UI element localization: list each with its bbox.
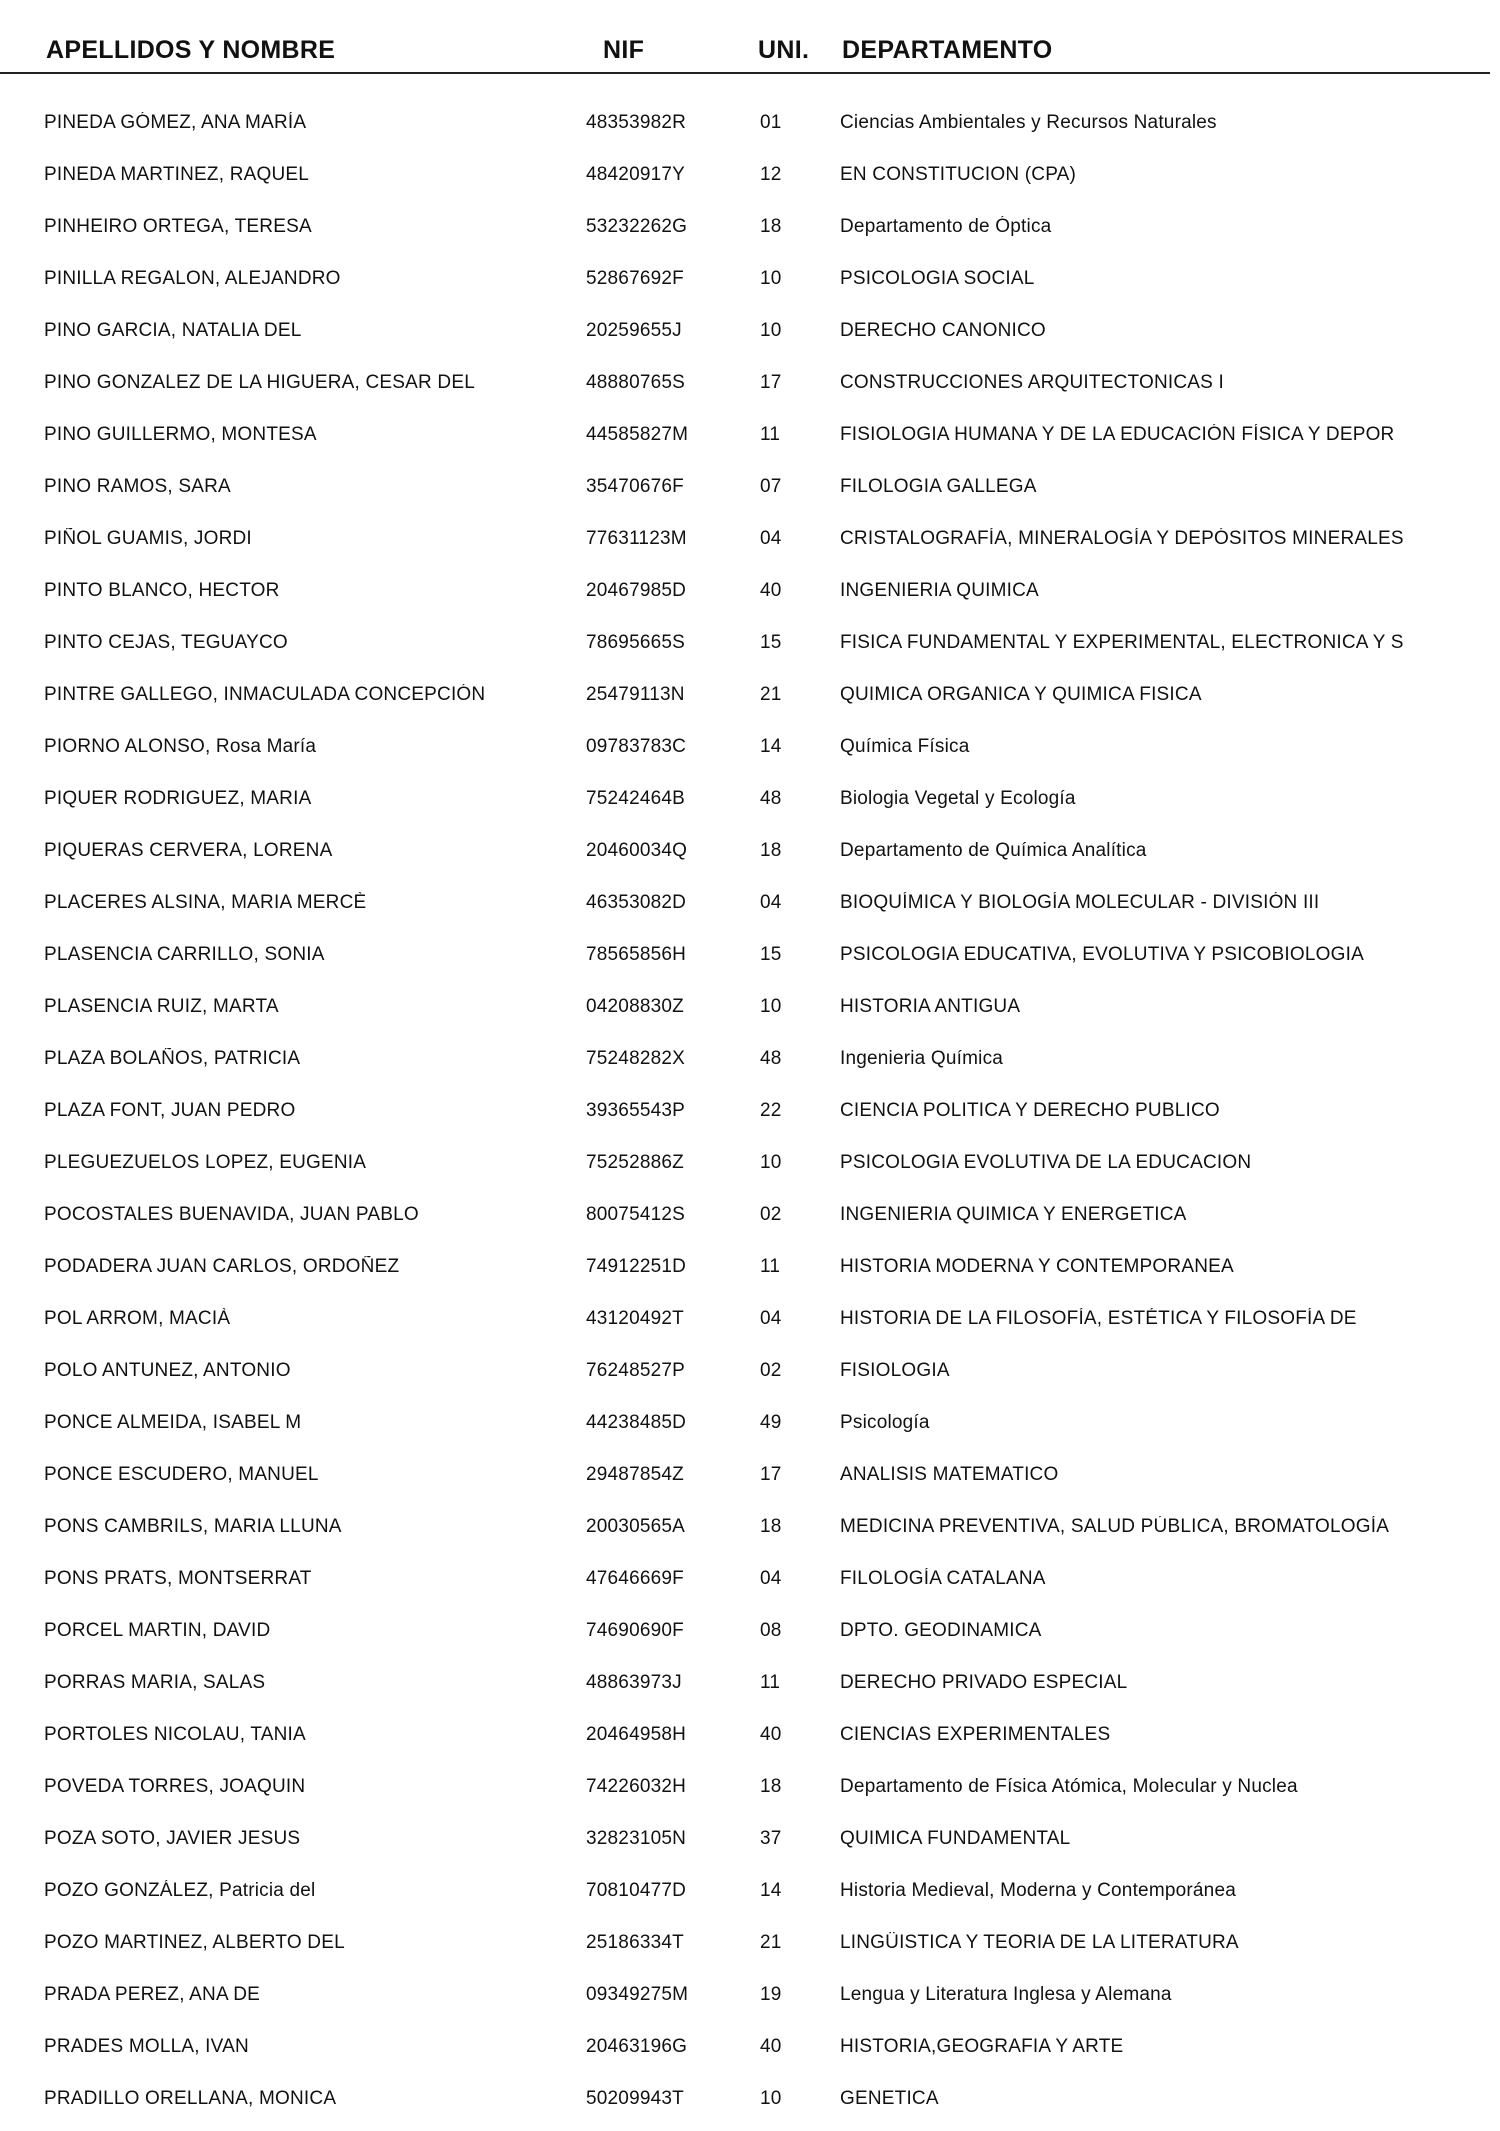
row-nif: 43120492T	[586, 1308, 684, 1329]
row-department: DERECHO CANONICO	[840, 320, 1046, 341]
header-name: APELLIDOS Y NOMBRE	[46, 36, 336, 64]
row-department: HISTORIA DE LA FILOSOFÍA, ESTÉTICA Y FILOSOFÍA DE	[840, 1308, 1357, 1329]
row-uni: 04	[760, 1568, 782, 1589]
table-row	[0, 1455, 1500, 1507]
row-department: Lengua y Literatura Inglesa y Alemana	[840, 1984, 1172, 2005]
table-body	[0, 103, 1500, 2131]
row-department: FISIOLOGIA	[840, 1360, 950, 1381]
row-nif: 20030565A	[586, 1516, 686, 1537]
row-department: Biologia Vegetal y Ecología	[840, 788, 1076, 809]
table-row	[0, 1767, 1500, 1819]
table-row	[0, 207, 1500, 259]
row-nif: 70810477D	[586, 1880, 687, 1901]
table-row	[0, 831, 1500, 883]
row-uni: 04	[760, 528, 782, 549]
row-department: PSICOLOGIA EDUCATIVA, EVOLUTIVA Y PSICOBIOLOGIA	[840, 944, 1364, 965]
row-nif: 47646669F	[586, 1568, 684, 1589]
row-nif: 80075412S	[586, 1204, 686, 1225]
table-row	[0, 1143, 1500, 1195]
row-name: POZO GONZÁLEZ, Patricia del	[44, 1880, 316, 1901]
row-nif: 09349275M	[586, 1984, 689, 2005]
row-uni: 48	[760, 1048, 782, 1069]
table-row	[0, 519, 1500, 571]
row-department: PSICOLOGIA SOCIAL	[840, 268, 1035, 289]
row-nif: 75242464B	[586, 788, 686, 809]
row-nif: 48420917Y	[586, 164, 686, 185]
row-uni: 37	[760, 1828, 782, 1849]
row-nif: 25186334T	[586, 1932, 684, 1953]
table-row	[0, 1975, 1500, 2027]
row-nif: 74690690F	[586, 1620, 684, 1641]
row-uni: 22	[760, 1100, 782, 1121]
row-uni: 12	[760, 164, 782, 185]
row-nif: 04208830Z	[586, 996, 684, 1017]
row-nif: 39365543P	[586, 1100, 686, 1121]
row-name: PIÑOL GUAMIS, JORDI	[44, 528, 252, 549]
table-row	[0, 2079, 1500, 2131]
table-row	[0, 1663, 1500, 1715]
table-row	[0, 1819, 1500, 1871]
row-uni: 14	[760, 1880, 782, 1901]
row-nif: 75252886Z	[586, 1152, 684, 1173]
row-department: CIENCIA POLITICA Y DERECHO PUBLICO	[840, 1100, 1220, 1121]
table-row	[0, 675, 1500, 727]
row-uni: 15	[760, 632, 782, 653]
row-uni: 07	[760, 476, 782, 497]
row-name: PLAZA BOLAÑOS, PATRICIA	[44, 1048, 301, 1069]
row-name: PINILLA REGALON, ALEJANDRO	[44, 268, 341, 289]
row-department: DPTO. GEODINAMICA	[840, 1620, 1042, 1641]
row-uni: 18	[760, 840, 782, 861]
row-uni: 21	[760, 684, 782, 705]
table-row	[0, 779, 1500, 831]
table-row	[0, 1871, 1500, 1923]
row-uni: 08	[760, 1620, 782, 1641]
row-name: PRADES MOLLA, IVAN	[44, 2036, 249, 2057]
row-nif: 44238485D	[586, 1412, 687, 1433]
row-nif: 78565856H	[586, 944, 687, 965]
table-row	[0, 1923, 1500, 1975]
row-name: POZA SOTO, JAVIER JESUS	[44, 1828, 301, 1849]
row-name: PIQUERAS CERVERA, LORENA	[44, 840, 333, 861]
row-department: QUIMICA ORGANICA Y QUIMICA FISICA	[840, 684, 1202, 705]
row-department: FISICA FUNDAMENTAL Y EXPERIMENTAL, ELECTRONICA Y S	[840, 632, 1404, 653]
row-name: PINO RAMOS, SARA	[44, 476, 231, 497]
row-department: Ingenieria Química	[840, 1048, 1004, 1069]
table-row	[0, 1559, 1500, 1611]
table-row	[0, 467, 1500, 519]
row-uni: 40	[760, 580, 782, 601]
row-name: PINO GUILLERMO, MONTESA	[44, 424, 317, 445]
row-name: PODADERA JUAN CARLOS, ORDOÑEZ	[44, 1256, 400, 1277]
row-nif: 52867692F	[586, 268, 684, 289]
row-uni: 21	[760, 1932, 782, 1953]
row-name: PLACERES ALSINA, MARIA MERCÈ	[44, 892, 367, 913]
row-department: Departamento de Óptica	[840, 216, 1052, 237]
table-row	[0, 571, 1500, 623]
row-name: PIORNO ALONSO, Rosa María	[44, 736, 317, 757]
row-name: PINO GARCIA, NATALIA DEL	[44, 320, 302, 341]
row-uni: 11	[760, 1256, 781, 1277]
row-name: PINO GONZALEZ DE LA HIGUERA, CESAR DEL	[44, 372, 475, 393]
row-name: POZO MARTINEZ, ALBERTO DEL	[44, 1932, 345, 1953]
row-nif: 20259655J	[586, 320, 682, 341]
table-row	[0, 311, 1500, 363]
row-uni: 04	[760, 1308, 782, 1329]
row-department: Departamento de Química Analítica	[840, 840, 1147, 861]
row-uni: 14	[760, 736, 782, 757]
row-uni: 10	[760, 2088, 782, 2109]
row-nif: 74912251D	[586, 1256, 687, 1277]
row-nif: 74226032H	[586, 1776, 687, 1797]
table-row	[0, 1403, 1500, 1455]
row-name: PIQUER RODRIGUEZ, MARIA	[44, 788, 312, 809]
row-department: DERECHO PRIVADO ESPECIAL	[840, 1672, 1128, 1693]
row-nif: 53232262G	[586, 216, 688, 237]
row-department: FISIOLOGIA HUMANA Y DE LA EDUCACIÓN FÍSICA Y DEPOR	[840, 424, 1395, 445]
row-name: PINEDA GÓMEZ, ANA MARÍA	[44, 112, 307, 133]
table-row	[0, 1195, 1500, 1247]
table-row	[0, 2027, 1500, 2079]
row-nif: 20464958H	[586, 1724, 687, 1745]
table-row	[0, 623, 1500, 675]
row-name: POCOSTALES BUENAVIDA, JUAN PABLO	[44, 1204, 419, 1225]
table-row	[0, 1351, 1500, 1403]
row-uni: 10	[760, 1152, 782, 1173]
header-department: DEPARTAMENTO	[842, 36, 1053, 64]
table-row	[0, 1247, 1500, 1299]
row-department: FILOLOGÍA CATALANA	[840, 1568, 1046, 1589]
row-department: FILOLOGIA GALLEGA	[840, 476, 1037, 497]
row-nif: 76248527P	[586, 1360, 686, 1381]
header-nif: NIF	[603, 36, 645, 64]
row-department: Departamento de Física Atómica, Molecular y Nuclea	[840, 1776, 1298, 1797]
row-nif: 35470676F	[586, 476, 684, 497]
table-row	[0, 1039, 1500, 1091]
row-name: PONCE ESCUDERO, MANUEL	[44, 1464, 319, 1485]
row-name: PONS CAMBRILS, MARIA LLUNA	[44, 1516, 342, 1537]
row-name: PLASENCIA RUIZ, MARTA	[44, 996, 279, 1017]
row-uni: 10	[760, 320, 782, 341]
row-name: PINTO CEJAS, TEGUAYCO	[44, 632, 288, 653]
row-department: ANALISIS MATEMATICO	[840, 1464, 1059, 1485]
row-uni: 17	[760, 372, 782, 393]
row-department: HISTORIA ANTIGUA	[840, 996, 1021, 1017]
row-uni: 48	[760, 788, 782, 809]
row-nif: 46353082D	[586, 892, 687, 913]
table-row	[0, 1715, 1500, 1767]
row-nif: 29487854Z	[586, 1464, 684, 1485]
row-name: POVEDA TORRES, JOAQUIN	[44, 1776, 306, 1797]
row-uni: 18	[760, 1776, 782, 1797]
row-department: QUIMICA FUNDAMENTAL	[840, 1828, 1071, 1849]
row-department: Química Física	[840, 736, 970, 757]
row-name: PLEGUEZUELOS LOPEZ, EUGENIA	[44, 1152, 367, 1173]
row-name: PINTO BLANCO, HECTOR	[44, 580, 280, 601]
row-name: PLAZA FONT, JUAN PEDRO	[44, 1100, 296, 1121]
header-uni: UNI.	[758, 36, 810, 64]
row-name: PORRAS MARIA, SALAS	[44, 1672, 266, 1693]
row-nif: 48880765S	[586, 372, 686, 393]
row-uni: 04	[760, 892, 782, 913]
row-uni: 10	[760, 996, 782, 1017]
header-divider	[0, 72, 1490, 74]
table-row	[0, 363, 1500, 415]
row-uni: 10	[760, 268, 782, 289]
row-nif: 48353982R	[586, 112, 687, 133]
table-row	[0, 727, 1500, 779]
table-row	[0, 155, 1500, 207]
row-department: INGENIERIA QUIMICA	[840, 580, 1039, 601]
row-name: PORCEL MARTIN, DAVID	[44, 1620, 271, 1641]
row-department: HISTORIA MODERNA Y CONTEMPORANEA	[840, 1256, 1234, 1277]
row-department: CRISTALOGRAFÍA, MINERALOGÍA Y DEPÓSITOS MINERALES	[840, 528, 1404, 549]
row-name: PINTRE GALLEGO, INMACULADA CONCEPCIÓN	[44, 684, 486, 705]
row-uni: 11	[760, 424, 781, 445]
row-name: PRADILLO ORELLANA, MONICA	[44, 2088, 337, 2109]
row-nif: 44585827M	[586, 424, 689, 445]
row-uni: 02	[760, 1204, 782, 1225]
row-department: Historia Medieval, Moderna y Contemporánea	[840, 1880, 1236, 1901]
row-nif: 75248282X	[586, 1048, 686, 1069]
row-nif: 77631123M	[586, 528, 687, 549]
row-department: EN CONSTITUCION (CPA)	[840, 164, 1077, 185]
row-name: PLASENCIA CARRILLO, SONIA	[44, 944, 325, 965]
row-name: PORTOLES NICOLAU, TANIA	[44, 1724, 306, 1745]
row-department: Ciencias Ambientales y Recursos Naturales	[840, 112, 1217, 133]
row-department: CIENCIAS EXPERIMENTALES	[840, 1724, 1111, 1745]
row-nif: 32823105N	[586, 1828, 687, 1849]
row-uni: 11	[760, 1672, 781, 1693]
row-department: PSICOLOGIA EVOLUTIVA DE LA EDUCACION	[840, 1152, 1252, 1173]
row-uni: 49	[760, 1412, 782, 1433]
row-nif: 20460034Q	[586, 840, 688, 861]
table-row	[0, 987, 1500, 1039]
row-name: PRADA PEREZ, ANA DE	[44, 1984, 261, 2005]
row-nif: 25479113N	[586, 684, 685, 705]
row-department: BIOQUÍMICA Y BIOLOGÍA MOLECULAR - DIVISIÓN III	[840, 892, 1320, 913]
row-uni: 02	[760, 1360, 782, 1381]
table-row	[0, 935, 1500, 987]
row-uni: 17	[760, 1464, 782, 1485]
row-name: PINHEIRO ORTEGA, TERESA	[44, 216, 312, 237]
row-nif: 09783783C	[586, 736, 687, 757]
row-department: MEDICINA PREVENTIVA, SALUD PÚBLICA, BROMATOLOGÍA	[840, 1516, 1390, 1537]
table-row	[0, 1091, 1500, 1143]
row-name: POL ARROM, MACIÀ	[44, 1308, 231, 1329]
row-name: PINEDA MARTINEZ, RAQUEL	[44, 164, 310, 185]
row-department: CONSTRUCCIONES ARQUITECTONICAS I	[840, 372, 1224, 393]
table-row	[0, 883, 1500, 935]
row-uni: 15	[760, 944, 782, 965]
row-uni: 18	[760, 216, 782, 237]
row-department: Psicología	[840, 1412, 930, 1433]
row-nif: 20463196G	[586, 2036, 688, 2057]
row-department: HISTORIA,GEOGRAFIA Y ARTE	[840, 2036, 1124, 2057]
row-nif: 48863973J	[586, 1672, 682, 1693]
row-nif: 78695665S	[586, 632, 686, 653]
table-row	[0, 1507, 1500, 1559]
row-uni: 19	[760, 1984, 782, 2005]
table-row	[0, 1299, 1500, 1351]
row-uni: 40	[760, 2036, 782, 2057]
table-row	[0, 415, 1500, 467]
table-row	[0, 1611, 1500, 1663]
row-name: POLO ANTUNEZ, ANTONIO	[44, 1360, 291, 1381]
table-header	[0, 36, 1500, 76]
row-nif: 20467985D	[586, 580, 687, 601]
row-uni: 40	[760, 1724, 782, 1745]
row-department: GENETICA	[840, 2088, 939, 2109]
row-uni: 18	[760, 1516, 782, 1537]
row-name: PONS PRATS, MONTSERRAT	[44, 1568, 312, 1589]
table-row	[0, 103, 1500, 155]
row-nif: 50209943T	[586, 2088, 684, 2109]
row-department: LINGÜISTICA Y TEORIA DE LA LITERATURA	[840, 1932, 1239, 1953]
row-uni: 01	[760, 112, 782, 133]
row-name: PONCE ALMEIDA, ISABEL M	[44, 1412, 302, 1433]
table-row	[0, 259, 1500, 311]
row-department: INGENIERIA QUIMICA Y ENERGETICA	[840, 1204, 1187, 1225]
